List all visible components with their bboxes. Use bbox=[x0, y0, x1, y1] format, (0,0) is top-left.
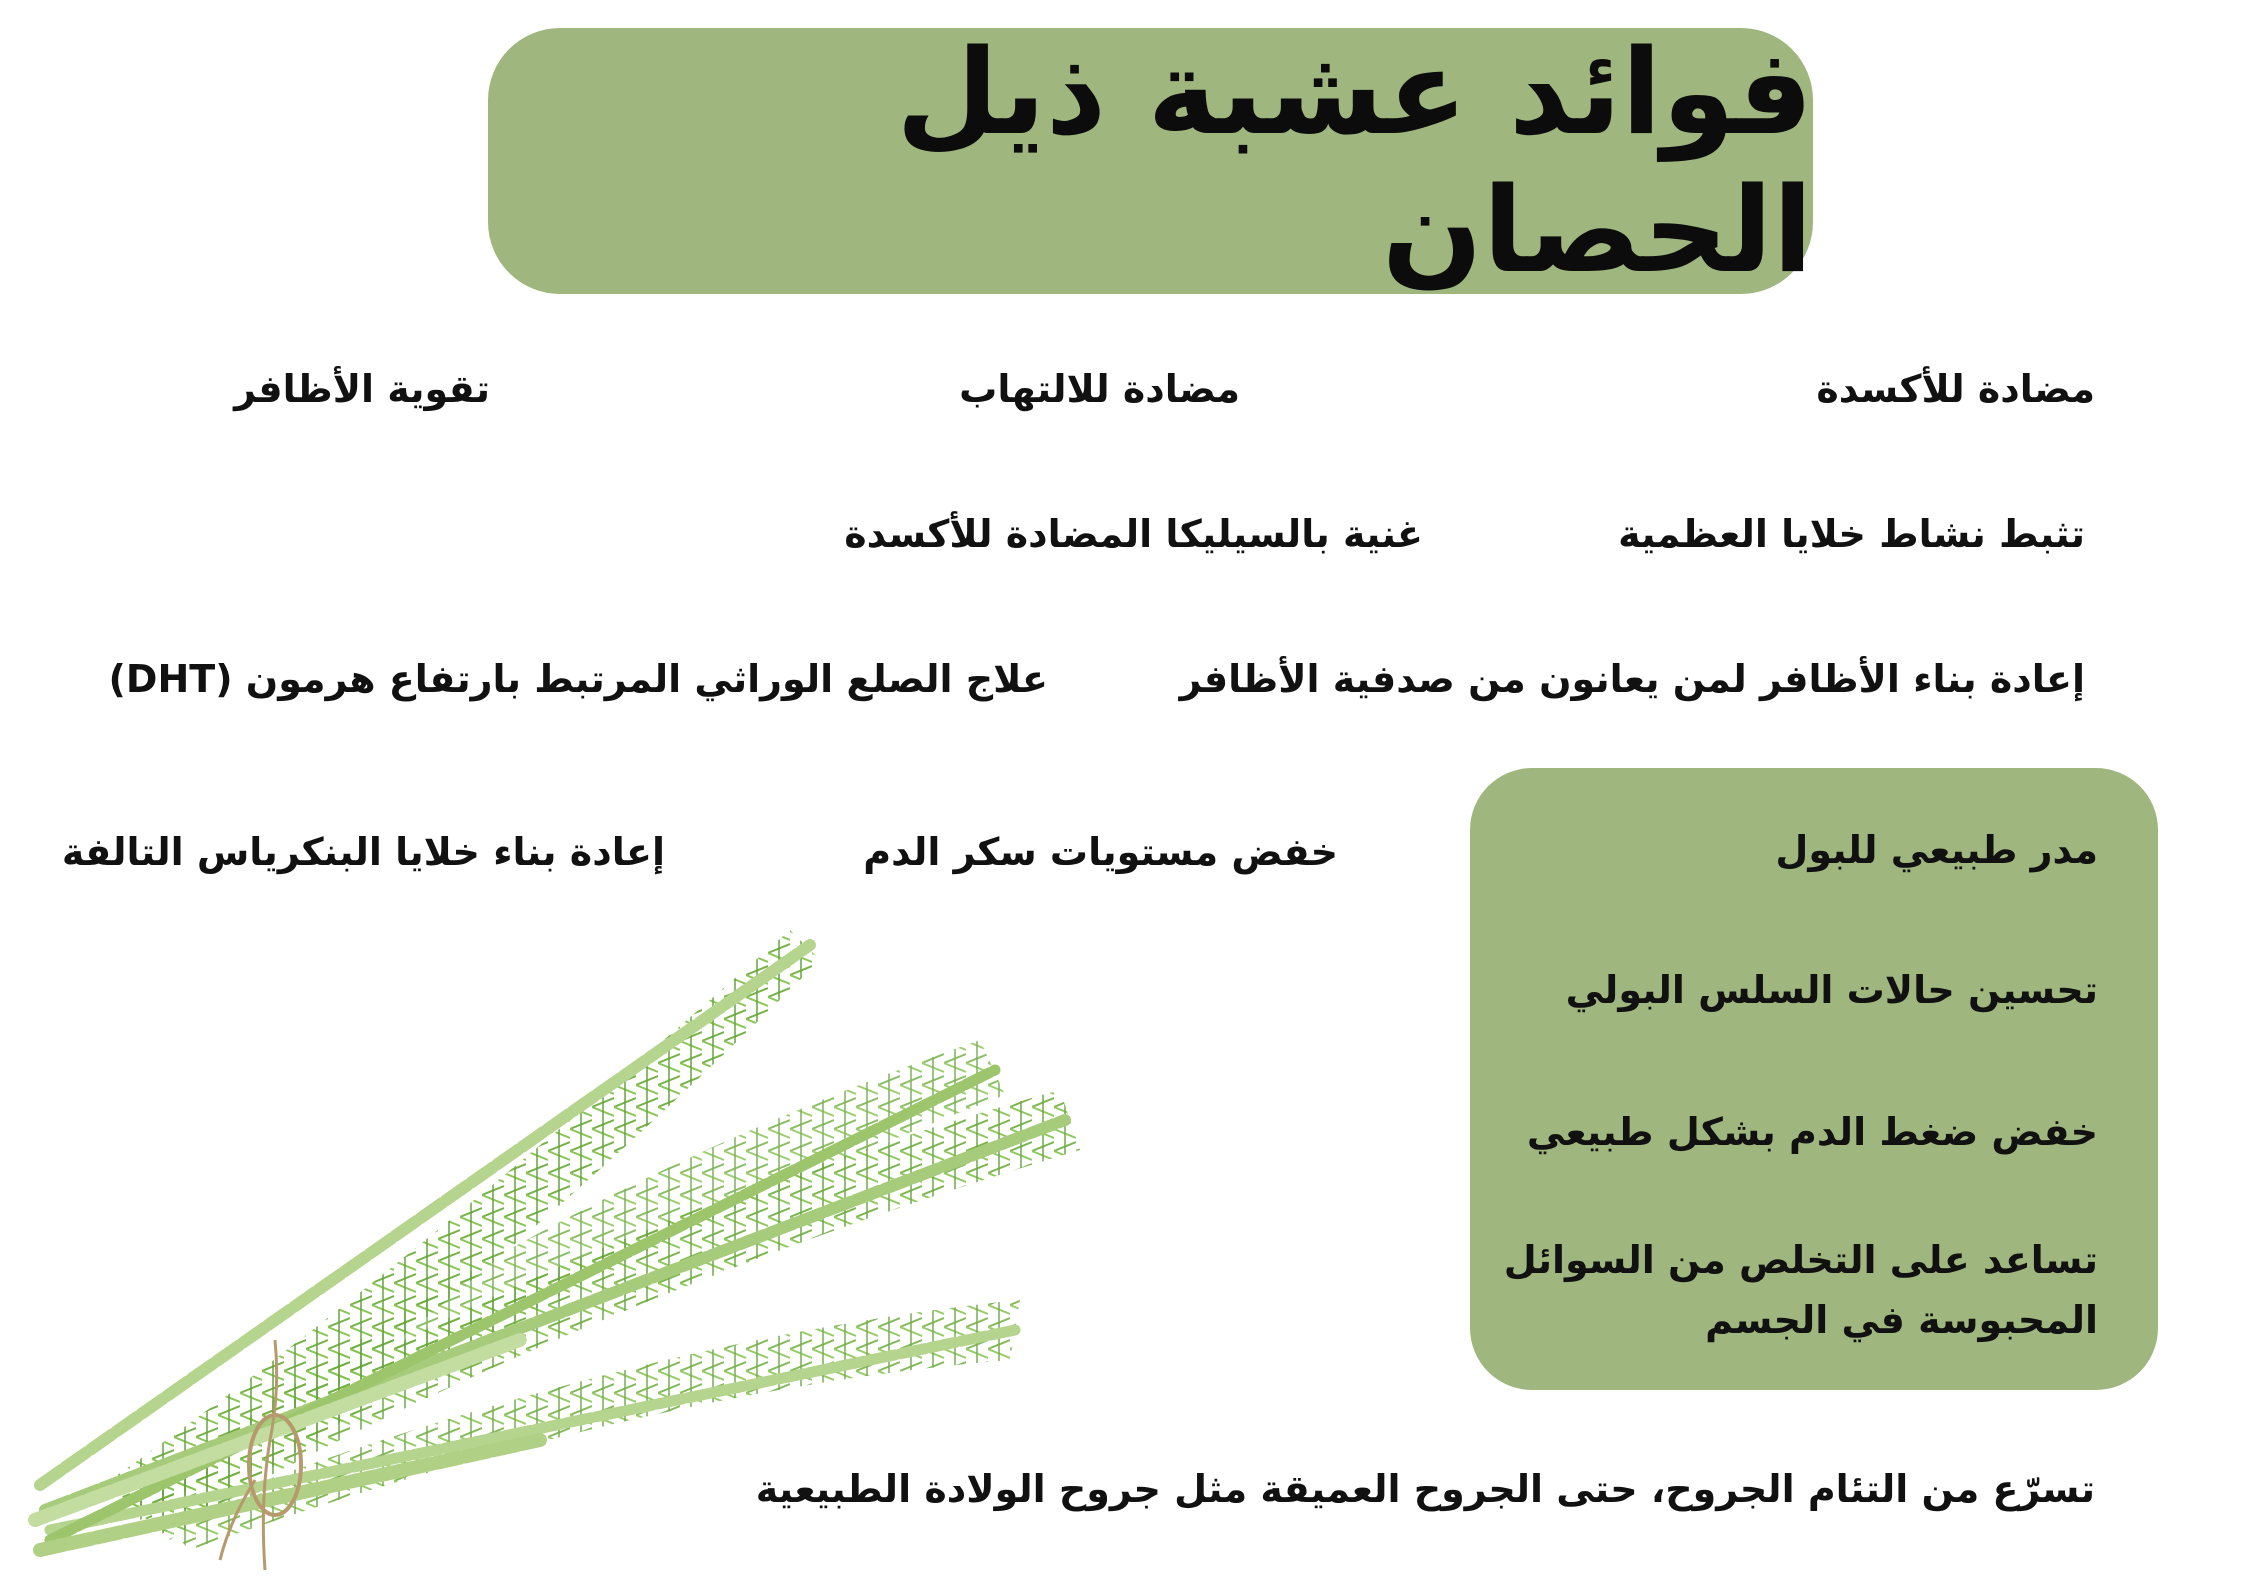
benefit-nail-psoriasis: إعادة بناء الأظافر لمن يعانون من صدفية الأظافر bbox=[1179, 657, 2085, 701]
highlight-box bbox=[1470, 768, 2158, 1390]
benefit-diuretic: مدر طبيعي للبول bbox=[1775, 828, 2098, 872]
benefit-osteoclast-inhibition: تثبط نشاط خلايا العظمية bbox=[1618, 512, 2085, 556]
benefit-nail-strengthening: تقوية الأظافر bbox=[234, 367, 490, 411]
horsetail-plant-icon bbox=[20, 920, 1120, 1580]
benefit-hair-loss-dht: علاج الصلع الوراثي المرتبط بارتفاع هرمون (DHT) bbox=[108, 657, 1048, 701]
benefit-fluid-retention-line1: تساعد على التخلص من السوائل bbox=[1503, 1238, 2098, 1282]
title-banner bbox=[488, 23, 1813, 299]
page-title: فوائد عشبة ذيل الحصان bbox=[896, 23, 1813, 299]
benefit-anti-inflammatory: مضادة للالتهاب bbox=[959, 367, 1240, 411]
benefit-wound-healing: تسرّع من التئام الجروح، حتى الجروح العميقة مثل جروح الولادة الطبيعية bbox=[755, 1467, 2095, 1511]
benefit-antioxidant: مضادة للأكسدة bbox=[1816, 367, 2095, 411]
benefit-pancreas-repair: إعادة بناء خلايا البنكرياس التالفة bbox=[61, 830, 665, 874]
benefit-fluid-retention-line2: المحبوسة في الجسم bbox=[1705, 1298, 2098, 1342]
benefit-blood-pressure: خفض ضغط الدم بشكل طبيعي bbox=[1526, 1110, 2098, 1154]
benefit-silica-rich: غنية بالسيليكا المضادة للأكسدة bbox=[844, 512, 1423, 556]
benefit-blood-sugar: خفض مستويات سكر الدم bbox=[863, 830, 1338, 874]
benefit-urinary-incontinence: تحسين حالات السلس البولي bbox=[1565, 968, 2098, 1012]
